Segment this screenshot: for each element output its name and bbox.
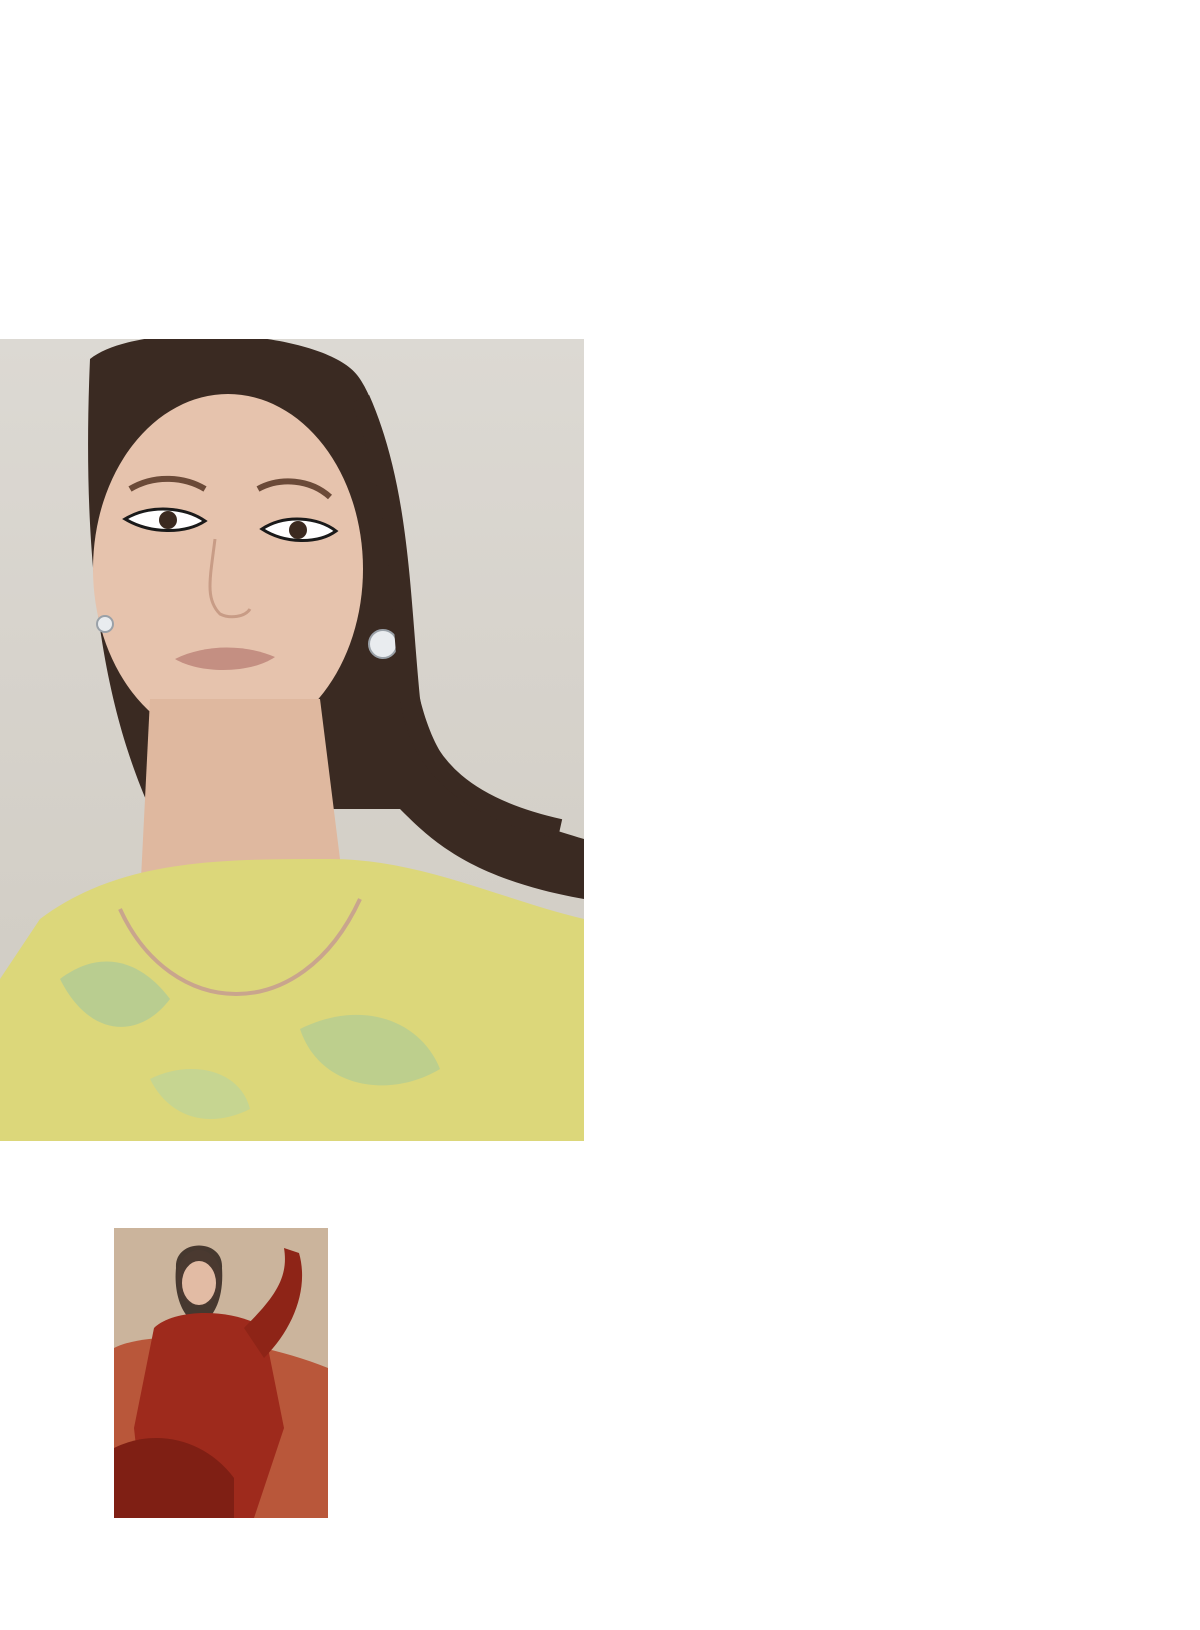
cover-illustration <box>114 1228 328 1518</box>
portrait-illustration <box>0 339 584 1141</box>
hero-portrait <box>0 339 584 1141</box>
cover-thumbnail[interactable] <box>114 1228 328 1518</box>
